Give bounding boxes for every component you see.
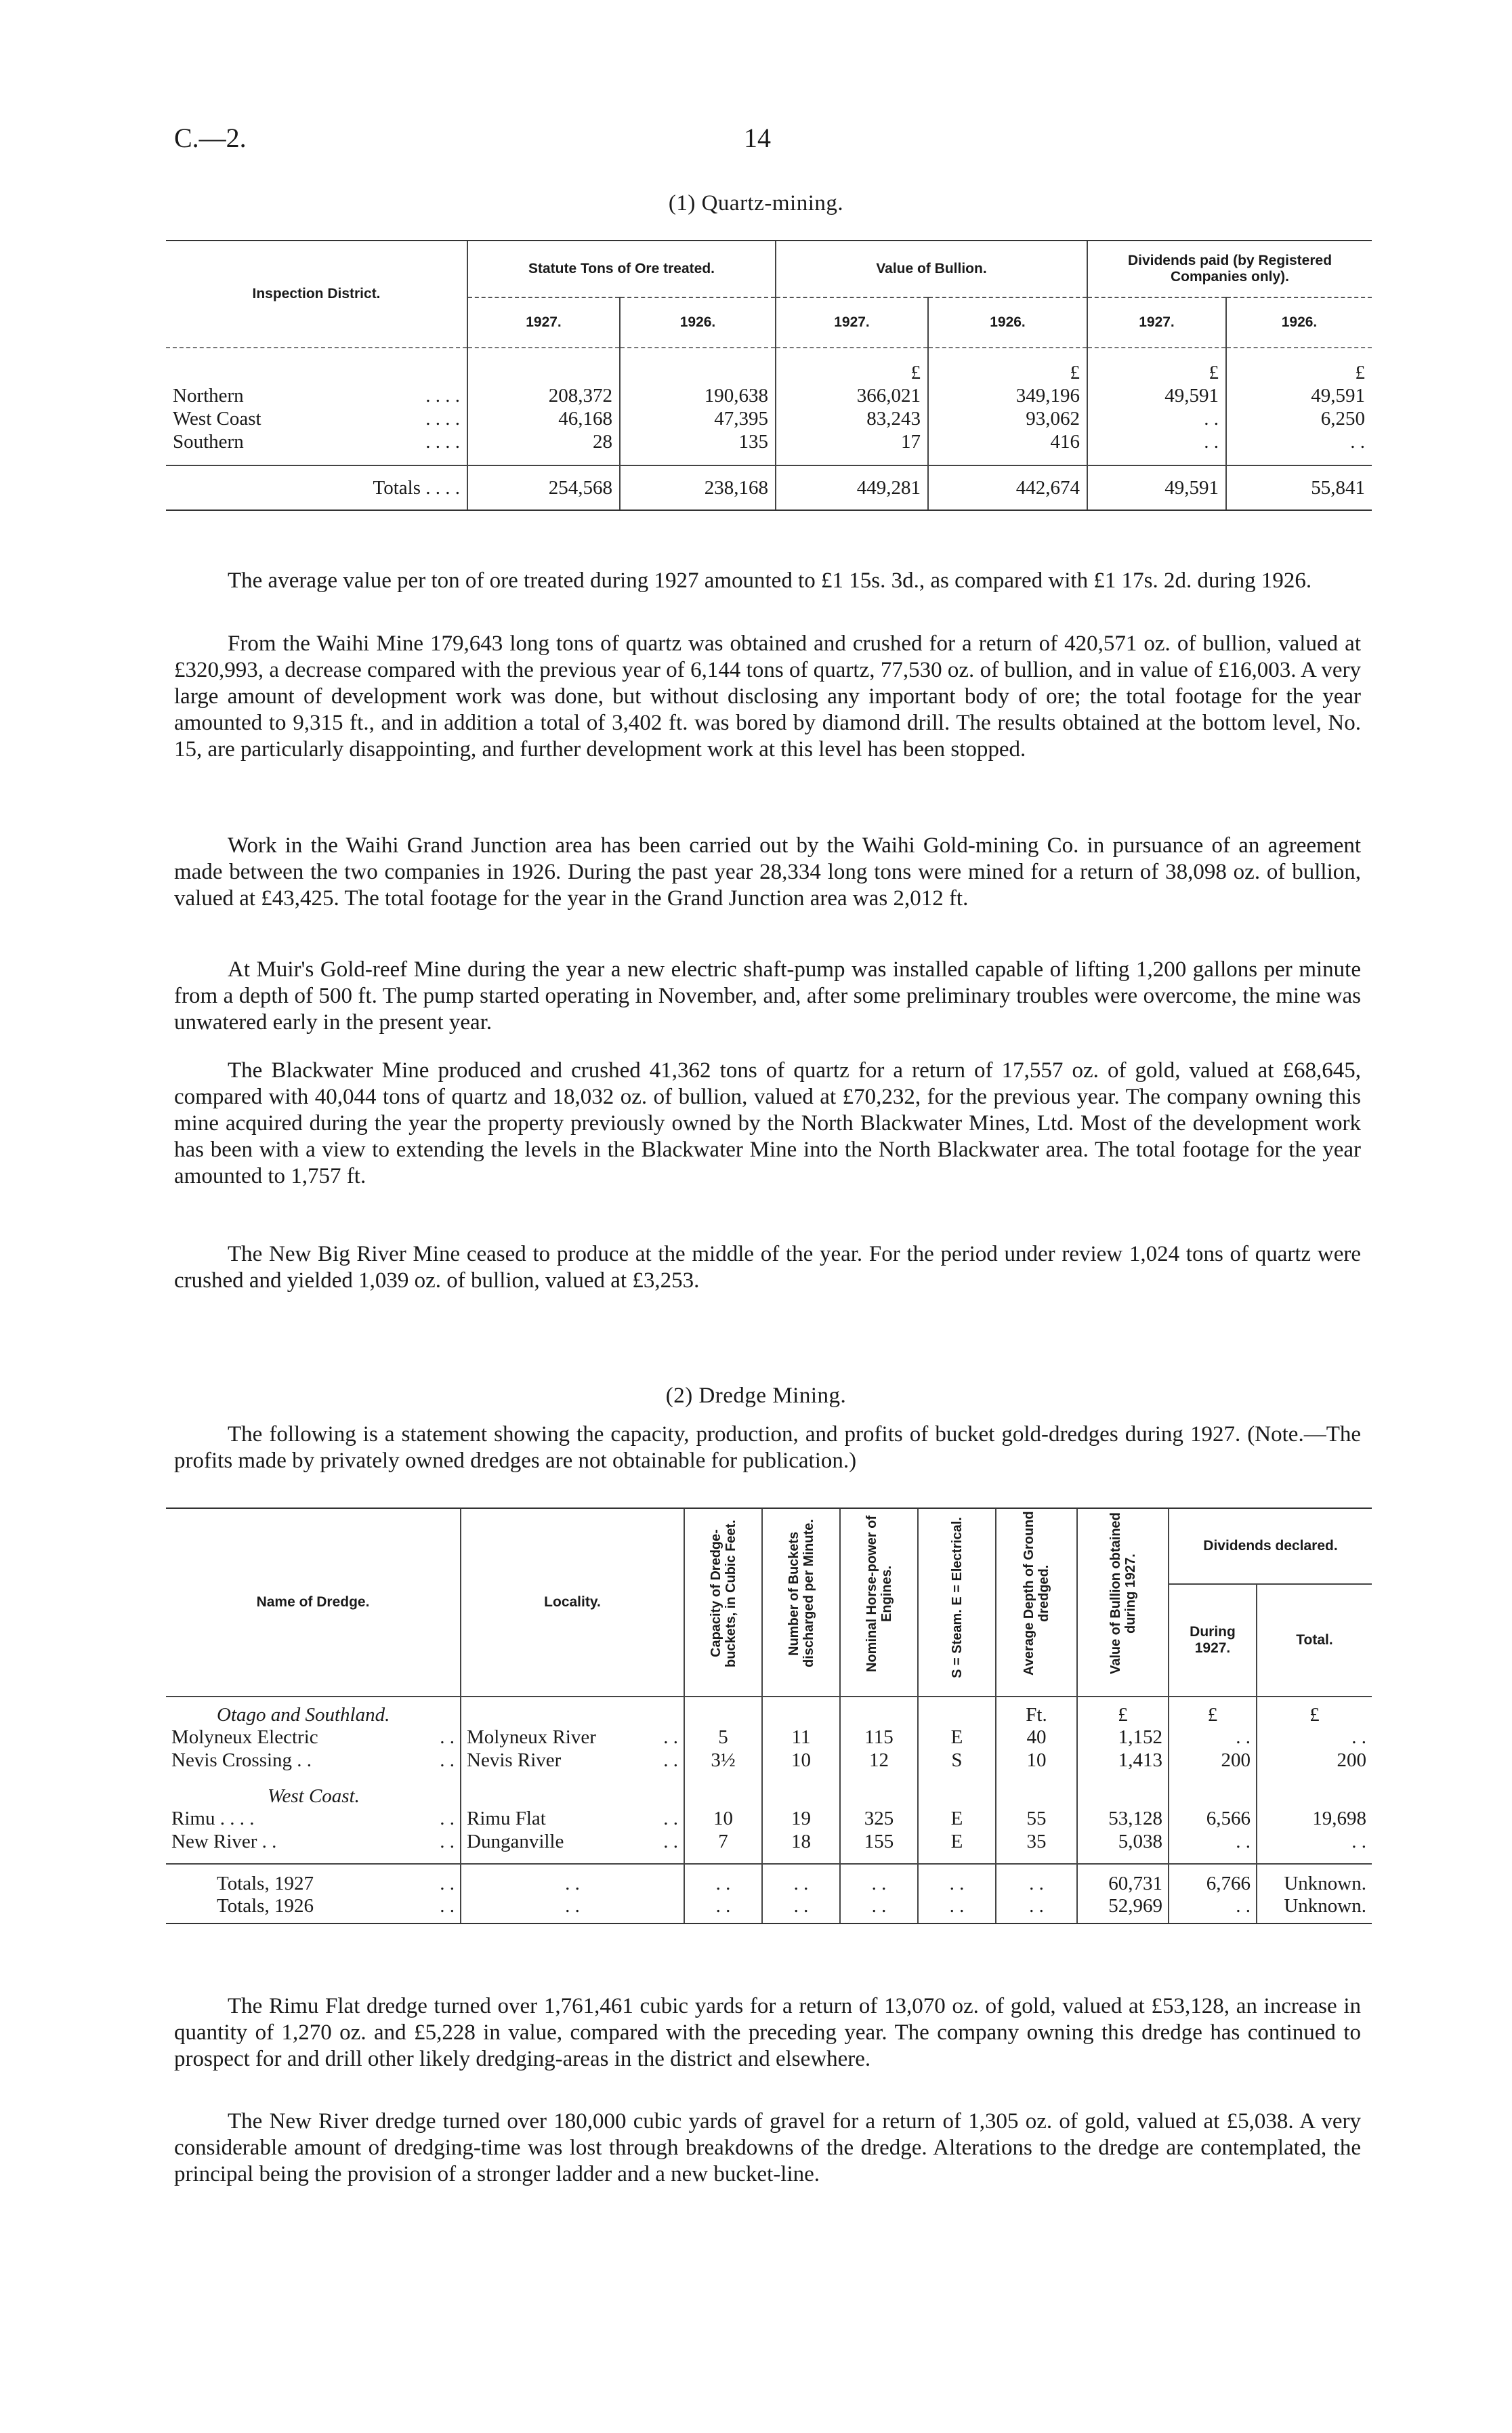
dredge-name-cell: Nevis Crossing . . . . [171,1749,455,1771]
bullion-value-cell: 1,413 [1077,1749,1169,1772]
total-cell: . . [1257,1726,1372,1749]
total-total: Unknown. [1257,1864,1372,1895]
table-row [166,408,1372,431]
locality-cell: Molyneux River . . [461,1726,684,1749]
horsepower-cell: 12 [840,1749,918,1772]
buckets-cell: 19 [762,1808,840,1831]
locality-cell: Nevis River . . [461,1749,684,1772]
dredge-intro: The following is a statement showing the capacity, production, and profits of bucket gold-dredges during 1927. (Note.—The profits made by privately owned dredges are not obtainable for publication.) [174,1422,1361,1473]
bullion-1926-cell: 416 [928,431,1087,454]
total-header: Total. [1257,1584,1372,1697]
quartz-section-title: (1) Quartz-mining. [668,191,844,215]
empty-cell: . . [684,1895,762,1923]
bullion-1927-cell: 366,021 [776,385,928,408]
paragraph: The average value per ton of ore treated during 1927 amounted to £1 15s. 3d., as compared with £1 17s. 2d. during 1926. [228,568,1312,593]
total-cell: 200 [1257,1749,1372,1772]
year-header: 1926. [1226,297,1372,348]
during-total: . . [1169,1895,1257,1923]
locality-cell: Rimu Flat . . [461,1808,684,1831]
bullion-header: Value of Bullion. [776,241,1087,297]
bullion-value-cell: 53,128 [1077,1808,1169,1831]
dredge-section-title: (2) Dredge Mining. [665,1384,847,1408]
tons-1926-total: 238,168 [620,465,776,510]
empty-cell: . . [461,1864,684,1895]
dividend-1926-total: 55,841 [1226,465,1372,510]
tons-1927-cell: 208,372 [467,385,620,408]
table-row [166,1808,1372,1831]
during-cell: 6,566 [1169,1808,1257,1831]
locality-cell: Dunganville . . [461,1831,684,1854]
total-cell: 19,698 [1257,1808,1372,1831]
dredge-name-cell: New River . . . . [171,1831,455,1852]
bullion-1927-cell: 83,243 [776,408,928,431]
paragraph: The Blackwater Mine produced and crushed 41,362 tons of quartz for a return of 17,557 oz. of gold, valued at £68,645, compared with 40,044 tons of quartz and 18,032 oz. of bullion, valued at £70,232, for the previous year. The company owning this mine acquired during the year the property previously owned by the North Blackwater Mines, Ltd. Most of the development work has been with a view to extending the levels in the Blackwater Mine into the North Blackwater area. The total footage for the year amounted to 1,757 ft. [174,1058,1361,1188]
dredge-name-cell: Rimu . . . . . . [171,1808,455,1829]
bullion-value-total: 60,731 [1077,1864,1169,1895]
capacity-cell: 5 [684,1726,762,1749]
year-header: 1927. [467,297,620,348]
totals-label: Totals, 1927 . . [166,1864,461,1895]
depth-cell: 40 [996,1726,1077,1749]
empty-cell: . . [918,1895,996,1923]
totals-label: Totals . . . . [166,465,467,510]
district-header: Inspection District. [166,241,467,348]
during-cell: 200 [1169,1749,1257,1772]
table-row [166,1749,1372,1772]
unit-label: Ft. [996,1697,1077,1726]
dredge-name-cell: Molyneux Electric . . [171,1726,455,1748]
unit-label: £ [1226,362,1372,385]
dividend-1926-cell: 49,591 [1226,385,1372,408]
tons-1927-total: 254,568 [467,465,620,510]
unit-label: £ [928,362,1087,385]
bullion-1926-cell: 349,196 [928,385,1087,408]
during-cell: . . [1169,1831,1257,1854]
paragraph: The Rimu Flat dredge turned over 1,761,461 cubic yards for a return of 13,070 oz. of gold, valued at £53,128, an increase in quantity of 1,270 oz. and £5,228 in value, compared with the preceding year. The company owning this dredge has continued to prospect for and drill other likely dredging-areas in the district and elsewhere. [174,1994,1361,2071]
dividend-1927-total: 49,591 [1087,465,1226,510]
tons-1926-cell: 190,638 [620,385,776,408]
bullion-1927-cell: 17 [776,431,928,454]
unit-label: £ [1257,1697,1372,1726]
district-cell: Northern . . . . [173,385,460,407]
horsepower-cell: 155 [840,1831,918,1854]
capacity-cell: 10 [684,1808,762,1831]
table-row [166,1726,1372,1749]
bullion-1926-total: 442,674 [928,465,1087,510]
empty-cell: . . [684,1864,762,1895]
dividend-1926-cell: 6,250 [1226,408,1372,431]
buckets-header: Number of Buckets discharged per Minute. [762,1508,840,1697]
table-row [166,385,1372,408]
capacity-header: Capacity of Dredge-buckets, in Cubic Feet. [684,1508,762,1697]
dividends-declared-header: Dividends declared. [1169,1508,1372,1584]
bullion-value-total: 52,969 [1077,1895,1169,1923]
district-cell: Southern . . . . [173,431,460,453]
power-type-header: S = Steam. E = Electrical. [918,1508,996,1697]
group-heading: Otago and Southland. [217,1704,390,1726]
capacity-cell: 3½ [684,1749,762,1772]
dividend-1927-cell: . . [1087,408,1226,431]
bullion-value-cell: 5,038 [1077,1831,1169,1854]
empty-cell: . . [840,1864,918,1895]
during-cell: . . [1169,1726,1257,1749]
during-header: During 1927. [1169,1584,1257,1697]
empty-cell: . . [918,1864,996,1895]
depth-header: Average Depth of Ground dredged. [996,1508,1077,1697]
empty-cell: . . [762,1895,840,1923]
empty-cell: . . [996,1895,1077,1923]
tons-header: Statute Tons of Ore treated. [467,241,776,297]
empty-cell: . . [840,1895,918,1923]
bullion-value-cell: 1,152 [1077,1726,1169,1749]
empty-cell: . . [461,1895,684,1923]
dredge-name-header: Name of Dredge. [166,1508,461,1697]
power-type-cell: S [918,1749,996,1772]
bullion-1926-cell: 93,062 [928,408,1087,431]
horsepower-header: Nominal Horse-power of Engines. [840,1508,918,1697]
bullion-1927-total: 449,281 [776,465,928,510]
paragraph: At Muir's Gold-reef Mine during the year a new electric shaft-pump was installed capable of lifting 1,200 gallons per minute from a depth of 500 ft. The pump started operating in November, and, after some preliminary troubles were overcome, the mine was unwatered early in the present year. [174,957,1361,1035]
dredge-mining-table [166,1507,1372,1924]
year-header: 1926. [928,297,1087,348]
buckets-cell: 18 [762,1831,840,1854]
unit-label: £ [1087,362,1226,385]
dividends-header: Dividends paid (by Registered Companies only). [1087,241,1372,297]
power-type-cell: E [918,1808,996,1831]
year-header: 1927. [1087,297,1226,348]
year-header: 1927. [776,297,928,348]
horsepower-cell: 115 [840,1726,918,1749]
unit-label: £ [1169,1697,1257,1726]
dividend-1926-cell: . . [1226,431,1372,454]
tons-1927-cell: 46,168 [467,408,620,431]
page-number: 14 [744,123,771,153]
unit-label: £ [776,362,928,385]
paragraph: The New River dredge turned over 180,000 cubic yards of gravel for a return of 1,305 oz. of gold, valued at £5,038. A very considerable amount of dredging-time was lost through breakdowns of the dredge. Alterations to the dredge are contemplated, the principal being the provision of a stronger ladder and a new bucket-line. [174,2109,1361,2186]
total-total: Unknown. [1257,1895,1372,1923]
power-type-cell: E [918,1726,996,1749]
tons-1926-cell: 47,395 [620,408,776,431]
locality-header: Locality. [461,1508,684,1697]
paragraph: Work in the Waihi Grand Junction area has been carried out by the Waihi Gold-mining Co. in pursuance of an agreement made between the two companies in 1926. During the past year 28,334 long tons were mined for a return of 38,098 oz. of bullion, valued at £43,425. The total footage for the year in the Grand Junction area was 2,012 ft. [174,833,1361,911]
horsepower-cell: 325 [840,1808,918,1831]
year-header: 1926. [620,297,776,348]
totals-row [166,465,1372,510]
totals-row [166,1895,1372,1923]
table-row [166,1831,1372,1854]
tons-1926-cell: 135 [620,431,776,454]
paragraph: The New Big River Mine ceased to produce at the middle of the year. For the period under review 1,024 tons of quartz were crushed and yielded 1,039 oz. of bullion, valued at £3,253. [174,1242,1361,1293]
dividend-1927-cell: . . [1087,431,1226,454]
table-row [166,431,1372,454]
district-cell: West Coast . . . . [173,408,460,430]
totals-row [166,1864,1372,1895]
paragraph: From the Waihi Mine 179,643 long tons of quartz was obtained and crushed for a return of 420,571 oz. of bullion, valued at £320,993, a decrease compared with the previous year of 6,144 tons of quartz, 77,530 oz. of bullion, and in value of £16,003. A very large amount of development work was done, but without disclosing any important body of ore; the total footage for the year amounted to 9,315 ft., and in addition a total of 3,402 ft. was bored by diamond drill. The results obtained at the bottom level, No. 15, are particularly disappointing, and further development work at this level has been stopped. [174,631,1361,762]
document-reference: C.—2. [174,123,247,153]
capacity-cell: 7 [684,1831,762,1854]
during-total: 6,766 [1169,1864,1257,1895]
buckets-cell: 10 [762,1749,840,1772]
bullion-value-header: Value of Bullion obtained during 1927. [1077,1508,1169,1697]
total-cell: . . [1257,1831,1372,1854]
empty-cell: . . [996,1864,1077,1895]
dividend-1927-cell: 49,591 [1087,385,1226,408]
depth-cell: 55 [996,1808,1077,1831]
totals-label: Totals, 1926 . . [166,1895,461,1923]
depth-cell: 35 [996,1831,1077,1854]
quartz-mining-table [166,240,1372,511]
group-heading: West Coast. [268,1785,360,1807]
depth-cell: 10 [996,1749,1077,1772]
empty-cell: . . [762,1864,840,1895]
tons-1927-cell: 28 [467,431,620,454]
unit-label: £ [1077,1697,1169,1726]
power-type-cell: E [918,1831,996,1854]
buckets-cell: 11 [762,1726,840,1749]
